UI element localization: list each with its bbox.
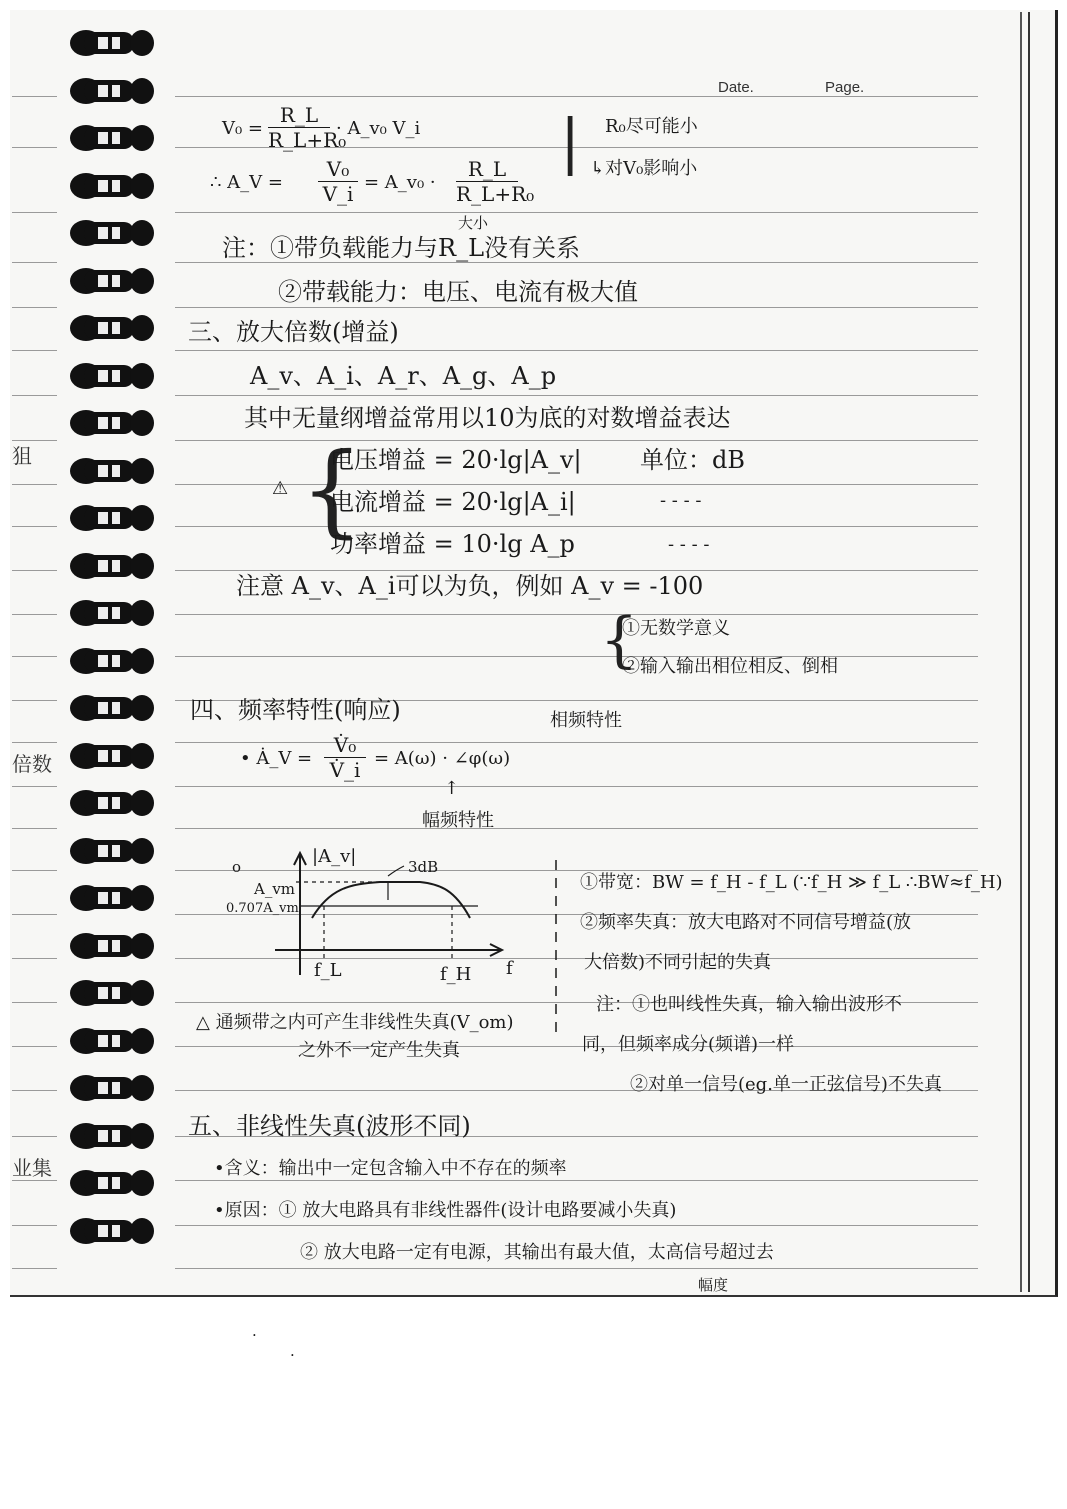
freq-frac-num: V̇₀ [333,733,357,757]
ro-note-1: R₀尽可能小 [605,116,698,137]
section5-title: 五、非线性失真(波形不同) [188,1112,471,1140]
graph-fh: f_H [440,964,472,985]
gain-unit: 单位：dB [640,446,745,474]
voltage-gain: 电压增益 = 20·lg|A_v| [330,446,582,474]
freq-distortion: ②频率失真：放大电路对不同信号增益(放 [580,912,912,933]
power-gain: 功率增益 = 10·lg A_p [330,530,575,558]
ro-note-2: ↳对V₀影响小 [590,158,698,179]
amp-arrow: ↑ [444,778,460,799]
gain-brace: { [300,431,364,548]
speck: · [290,1346,295,1364]
bandwidth: ①带宽：BW = f_H - f_L (∵f_H ≫ f_L ∴BW≈f_H) [580,872,1003,893]
freq-note-1b: 同，但频率成分(频谱)一样 [582,1034,795,1055]
freq-frac-den: V̇_i [329,758,361,782]
amp-label: 幅频特性 [422,810,494,831]
load-note-2: ②带载能力：电压、电流有极大值 [278,278,638,306]
section3-title: 三、放大倍数(增益) [188,318,399,346]
current-unit: - - - - [660,490,702,511]
graph-curve [312,882,470,918]
graph-f: f [506,958,513,979]
vo-frac-num: R_L [279,103,319,127]
section3-symbols: A_v、A_i、A_r、A_g、A_p [250,362,557,390]
av-mid: = A_v₀ · [364,172,436,193]
graph-fl: f_L [314,960,342,981]
vo-frac-den: R_L+R₀ [268,128,347,152]
margin-note-1: 狙 [12,444,32,468]
load-note-1: 注：①带负载能力与R_L没有关系 [222,234,581,262]
graph-3db: 3dB [408,858,439,876]
meaning-brace: { [600,605,639,675]
graph-avm707: 0.707A_vm [226,901,299,916]
section5-cause-2: ② 放大电路一定有电源，其输出有最大值，太高信号超过去 [300,1242,774,1263]
graph-origin: o [232,858,242,876]
av-frac2-den: R_L+R₀ [456,182,535,206]
date-label: Date. [718,79,754,96]
av-frac1-den: V_i [322,182,354,206]
av-lhs: ∴ A_V = [210,172,283,193]
graph-y-label: |A_v| [312,846,357,867]
warning-mark: ⚠ [272,478,289,499]
passband-note-2: 之外不一定产生失真 [298,1040,460,1061]
passband-note-1: △ 通频带之内可产生非线性失真(V_om) [196,1012,514,1033]
section5-cause-1: •原因：① 放大电路具有非线性器件(设计电路要减小失真) [214,1200,677,1221]
av-frac2-num: R_L [467,157,507,181]
freq-formula-lhs: • Ȧ_V = [240,748,313,769]
freq-note-1: 注：①也叫线性失真，输入输出波形不 [596,994,902,1015]
vo-rhs: · A_v₀ V_i [336,118,421,139]
amplitude-note: 幅度 [698,1276,729,1294]
margin-note-3: 业集 [12,1156,52,1180]
graph-avm: A_vm [254,880,296,898]
section3-desc: 其中无量纲增益常用以10为底的对数增益表达 [244,404,731,432]
note-large-small: 大小 [458,214,489,232]
section4-title: 四、频率特性(响应) [190,696,401,724]
section3-note: 注意 A_v、A_i可以为负，例如 A_v = -100 [236,572,704,600]
meaning-1: ①无数学意义 [622,618,730,639]
section5-meaning: •含义：输出中一定包含输入中不存在的频率 [214,1158,567,1179]
power-unit: - - - - [668,534,710,555]
meaning-2: ②输入输出相位相反、倒相 [622,656,838,677]
page-label: Page. [825,79,865,96]
speck: · [252,1326,257,1344]
ro-brace: | [560,107,581,177]
margin-note-2: 倍数 [12,752,52,776]
freq-note-2: ②对单一信号(eg.单一正弦信号)不失真 [630,1074,942,1095]
current-gain: 电流增益 = 20·lg|A_i| [330,488,576,516]
freq-formula-rhs: = A(ω) · ∠φ(ω) [374,748,511,769]
freq-distortion-2: 大倍数)不同引起的失真 [584,952,772,973]
vo-lhs: V₀ = [222,118,264,139]
av-frac1-num: V₀ [326,157,350,181]
phase-label: 相频特性 [550,710,622,731]
